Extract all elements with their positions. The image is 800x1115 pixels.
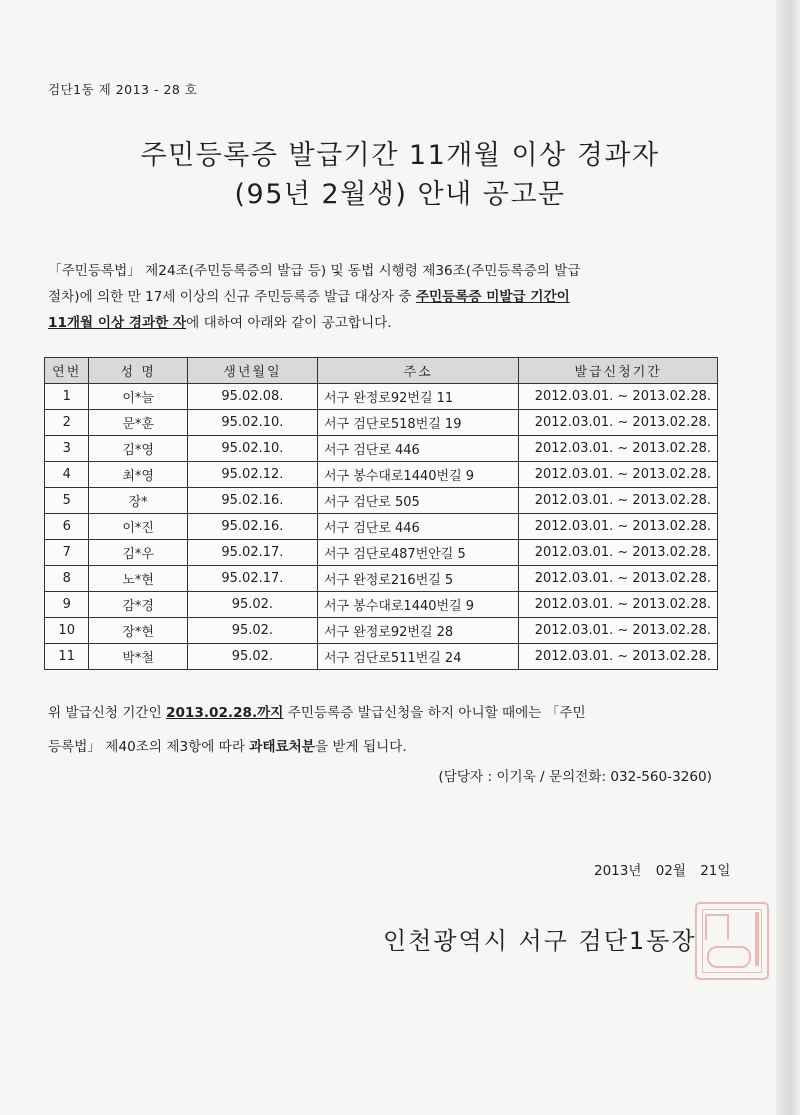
cell-name: 김*우 — [89, 540, 187, 566]
cell-period: 2012.03.01. ~ 2013.02.28. — [519, 566, 718, 592]
table-row — [45, 436, 718, 462]
cell-address: 서구 검단로487번안길 5 — [317, 540, 518, 566]
table-row — [45, 644, 718, 670]
table-header-row — [45, 358, 718, 384]
cell-birthdate: 95.02.16. — [187, 514, 317, 540]
cell-address: 서구 검단로 446 — [317, 514, 518, 540]
deadline-date: 2013.02.28.까지 — [166, 705, 284, 721]
cell-name: 장*현 — [89, 618, 187, 644]
table-row — [45, 462, 718, 488]
cell-address: 서구 완정로216번길 5 — [317, 566, 518, 592]
cell-birthdate: 95.02.17. — [187, 540, 317, 566]
cell-name: 감*경 — [89, 592, 187, 618]
cell-name: 문*훈 — [89, 410, 187, 436]
cell-period: 2012.03.01. ~ 2013.02.28. — [519, 462, 718, 488]
cell-no: 6 — [45, 514, 89, 540]
cell-no: 3 — [45, 436, 89, 462]
table-row — [45, 488, 718, 514]
cell-no: 7 — [45, 540, 89, 566]
cell-period: 2012.03.01. ~ 2013.02.28. — [519, 410, 718, 436]
cell-period: 2012.03.01. ~ 2013.02.28. — [519, 384, 718, 410]
contact-info: (담당자 : 이기욱 / 문의전화: 032-560-3260) — [438, 769, 712, 785]
cell-period: 2012.03.01. ~ 2013.02.28. — [519, 488, 718, 514]
notice-text-1: 위 발급신청 기간인 — [48, 705, 167, 721]
cell-address: 서구 검단로 505 — [317, 488, 518, 514]
notice-line-1 — [48, 696, 730, 730]
cell-birthdate: 95.02.08. — [187, 384, 317, 410]
intro-paragraph — [48, 258, 730, 336]
cell-no: 2 — [45, 410, 89, 436]
title-line-1: 주민등록증 발급기간 11개월 이상 경과자 — [140, 140, 660, 171]
cell-period: 2012.03.01. ~ 2013.02.28. — [519, 436, 718, 462]
notice-text-3: 등록법」 제40조의 제3항에 따라 — [48, 739, 250, 755]
cell-birthdate: 95.02.10. — [187, 410, 317, 436]
issuer-name: 인천광역시 서구 검단1동장 — [383, 927, 697, 955]
cell-address: 서구 봉수대로1440번길 9 — [317, 592, 518, 618]
cell-name: 박*철 — [89, 644, 187, 670]
notice-text-2: 주민등록증 발급신청을 하지 아니할 때에는 「주민 — [283, 705, 586, 721]
cell-birthdate: 95.02. — [187, 592, 317, 618]
table-row — [45, 384, 718, 410]
cell-address: 서구 검단로518번길 19 — [317, 410, 518, 436]
cell-period: 2012.03.01. ~ 2013.02.28. — [519, 592, 718, 618]
applicant-table — [44, 357, 718, 670]
intro-line-1: 「주민등록법」 제24조(주민등록증의 발급 등) 및 동법 시행령 제36조(주민등록증의 발급 — [48, 263, 581, 279]
cell-birthdate: 95.02.16. — [187, 488, 317, 514]
intro-line-2-text: 절차)에 의한 만 17세 이상의 신규 주민등록증 발급 대상자 중 — [48, 289, 416, 305]
cell-period: 2012.03.01. ~ 2013.02.28. — [519, 644, 718, 670]
cell-address: 서구 완정로92번길 28 — [317, 618, 518, 644]
intro-emphasis-2: 11개월 이상 경과한 자 — [48, 315, 187, 331]
table-row — [45, 540, 718, 566]
cell-no: 9 — [45, 592, 89, 618]
cell-address: 서구 완정로92번길 11 — [317, 384, 518, 410]
cell-birthdate: 95.02. — [187, 618, 317, 644]
official-seal — [695, 902, 769, 980]
penalty-term: 과태료처분 — [249, 739, 315, 755]
cell-period: 2012.03.01. ~ 2013.02.28. — [519, 514, 718, 540]
document-number: 검단1동 제 2013 - 28 호 — [48, 82, 198, 97]
cell-no: 1 — [45, 384, 89, 410]
notice-line-2 — [48, 730, 730, 764]
table-body — [45, 384, 718, 670]
table-row — [45, 592, 718, 618]
cell-birthdate: 95.02.17. — [187, 566, 317, 592]
table-row — [45, 410, 718, 436]
cell-name: 장* — [89, 488, 187, 514]
cell-address: 서구 검단로511번길 24 — [317, 644, 518, 670]
cell-name: 이*늘 — [89, 384, 187, 410]
cell-address: 서구 봉수대로1440번길 9 — [317, 462, 518, 488]
intro-line-3 — [48, 310, 730, 336]
cell-name: 노*현 — [89, 566, 187, 592]
table-row — [45, 566, 718, 592]
cell-address: 서구 검단로 446 — [317, 436, 518, 462]
cell-name: 최*영 — [89, 462, 187, 488]
intro-emphasis-1: 주민등록증 미발급 기간이 — [415, 289, 570, 305]
cell-birthdate: 95.02.10. — [187, 436, 317, 462]
cell-name: 이*진 — [89, 514, 187, 540]
notice-text-4: 을 받게 됩니다. — [314, 739, 407, 755]
header-address: 주소 — [317, 358, 518, 384]
penalty-notice — [48, 696, 730, 764]
header-no: 연번 — [45, 358, 89, 384]
cell-no: 10 — [45, 618, 89, 644]
cell-no: 5 — [45, 488, 89, 514]
cell-no: 11 — [45, 644, 89, 670]
table-row — [45, 514, 718, 540]
cell-no: 8 — [45, 566, 89, 592]
header-period: 발급신청기간 — [519, 358, 718, 384]
title-line-2: (95년 2월생) 안내 공고문 — [234, 179, 566, 210]
cell-birthdate: 95.02. — [187, 644, 317, 670]
table-row — [45, 618, 718, 644]
intro-line-3-text: 에 대하여 아래와 같이 공고합니다. — [186, 315, 392, 331]
cell-period: 2012.03.01. ~ 2013.02.28. — [519, 618, 718, 644]
cell-period: 2012.03.01. ~ 2013.02.28. — [519, 540, 718, 566]
intro-line-2 — [48, 284, 730, 310]
cell-no: 4 — [45, 462, 89, 488]
header-birth: 생년월일 — [187, 358, 317, 384]
header-name: 성 명 — [89, 358, 187, 384]
issue-date: 2013년 02월 21일 — [594, 863, 731, 879]
cell-name: 김*영 — [89, 436, 187, 462]
cell-birthdate: 95.02.12. — [187, 462, 317, 488]
